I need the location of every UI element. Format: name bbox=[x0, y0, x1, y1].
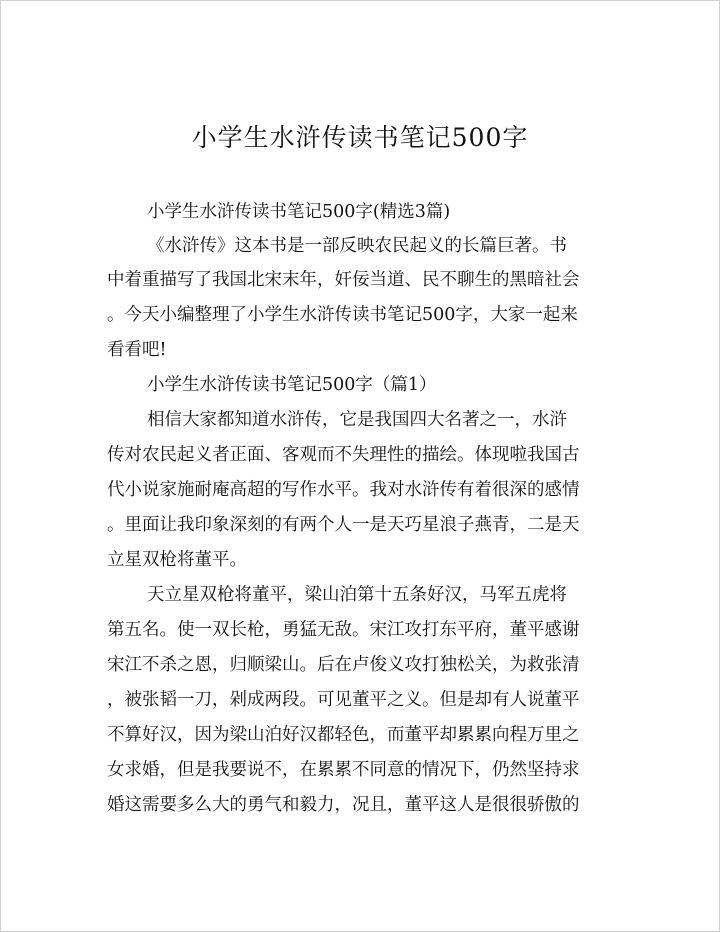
paragraph2-line-3: 宋江不杀之恩，归顺梁山。后在卢俊义攻打独松关，为救张清 bbox=[107, 655, 580, 675]
paragraph1-line-1: 相信大家都知道水浒传，它是我国四大名著之一，水浒 bbox=[147, 410, 567, 430]
paragraph1-line-5: 立星双枪将董平。 bbox=[107, 550, 247, 570]
subtitle-line: 小学生水浒传读书笔记500字(精选3篇) bbox=[147, 202, 451, 222]
intro-line-3: 。今天小编整理了小学生水浒传读书笔记500字，大家一起来 bbox=[107, 305, 578, 325]
section-heading-1: 小学生水浒传读书笔记500字（篇1） bbox=[147, 375, 437, 395]
paragraph1-line-4: 。里面让我印象深刻的有两个人一是天巧星浪子燕青，二是天 bbox=[107, 515, 580, 535]
intro-line-1: 《水浒传》这本书是一部反映农民起义的长篇巨著。书 bbox=[147, 236, 567, 256]
paragraph1-line-3: 代小说家施耐庵高超的写作水平。我对水浒传有着很深的感情 bbox=[107, 480, 580, 500]
intro-line-4: 看看吧! bbox=[107, 340, 167, 360]
paragraph2-line-4: ，被张韬一刀，剁成两段。可见董平之义。但是却有人说董平 bbox=[107, 690, 580, 710]
paragraph2-line-5: 不算好汉，因为梁山泊好汉都轻色，而董平却累累向程万里之 bbox=[107, 725, 580, 745]
document-title: 小学生水浒传读书笔记500字 bbox=[191, 123, 529, 152]
paragraph2-line-2: 第五名。使一双长枪，勇猛无敌。宋江攻打东平府，董平感谢 bbox=[107, 620, 580, 640]
paragraph2-line-1: 天立星双枪将董平，梁山泊第十五条好汉，马军五虎将 bbox=[147, 585, 567, 605]
paragraph1-line-2: 传对农民起义者正面、客观而不失理性的描绘。体现啦我国古 bbox=[107, 445, 580, 465]
paragraph2-line-6: 女求婚，但是我要说不，在累累不同意的情况下，仍然坚持求 bbox=[107, 760, 580, 780]
paragraph2-line-7: 婚这需要多么大的勇气和毅力，况且，董平这人是很很骄傲的 bbox=[107, 795, 580, 815]
intro-line-2: 中着重描写了我国北宋末年，奸佞当道、民不聊生的黑暗社会 bbox=[107, 270, 580, 290]
